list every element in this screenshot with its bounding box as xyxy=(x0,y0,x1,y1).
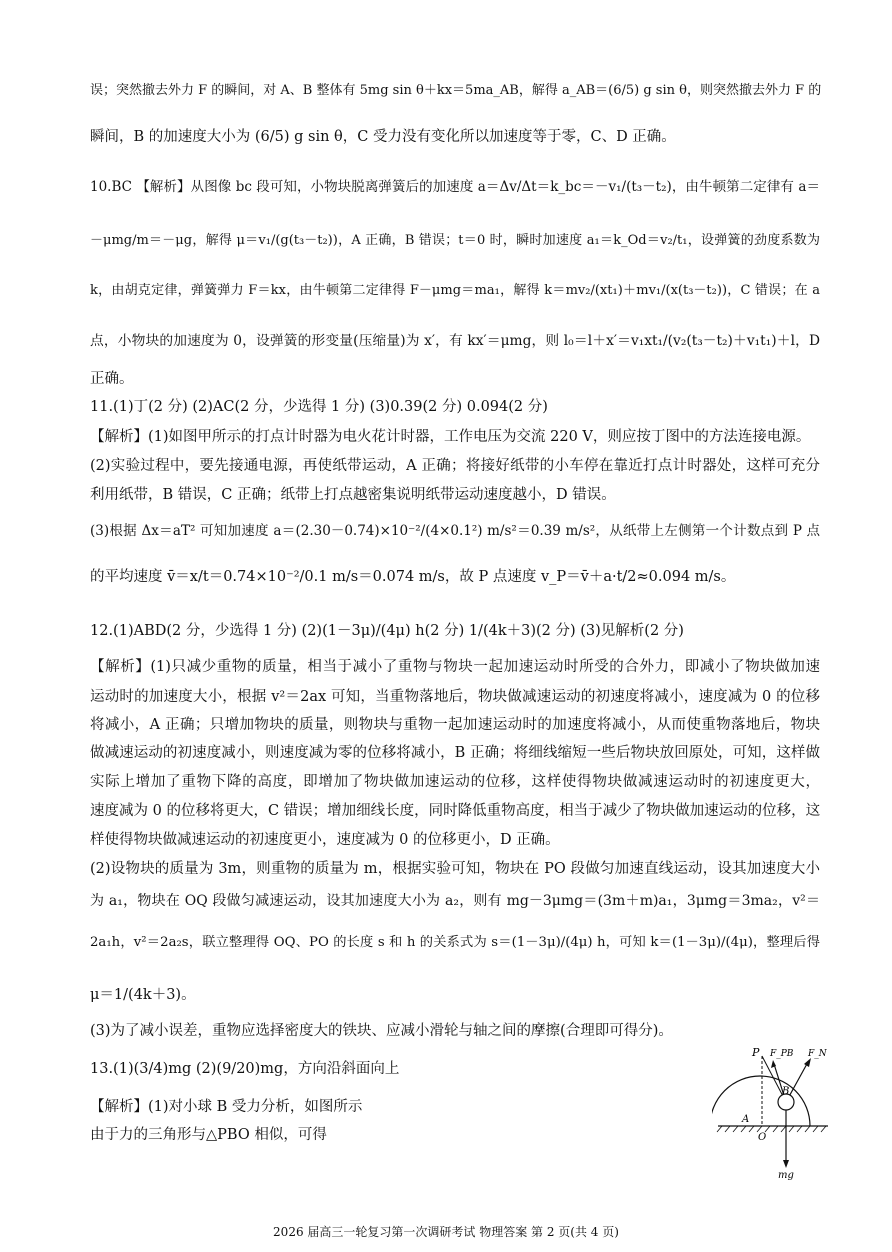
label-o: O xyxy=(758,1132,767,1143)
text-line: (2)设物块的质量为 3m，则重物的质量为 m，根据实验可知，物块在 PO 段做匀加速直线运动，设其加速度大小 xyxy=(90,861,820,877)
text-line: －μmg/m＝－μg，解得 μ＝v₁/(g(t₃－t₂))，A 正确，B 错误；t＝0 时，瞬时加速度 a₁＝k_Od＝v₂/t₁，设弹簧的劲度系数为 xyxy=(90,233,820,248)
label-fn: F_N xyxy=(808,1049,827,1059)
text-line: 的平均速度 v̄＝x/t＝0.74×10⁻²/0.1 m/s＝0.074 m/s，故 P 点速度 v_P＝v̄＋a·t/2≈0.094 m/s。 xyxy=(90,569,736,585)
text-line: 为 a₁，物块在 OQ 段做匀减速运动，设其加速度大小为 a₂，则有 mg－3μmg＝(3m＋m)a₁，3μmg＝3ma₂，v²＝ xyxy=(90,893,820,909)
text-line: 【解析】(1)如图甲所示的打点计时器为电火花计时器，工作电压为交流 220 V，则应按丁图中的方法连接电源。 xyxy=(90,429,811,445)
text-line: 2a₁h，v²＝2a₂s，联立整理得 OQ、PO 的长度 s 和 h 的关系式为 s＝(1－3μ)/(4μ) h，可知 k＝(1－3μ)/(4μ)，整理后得 xyxy=(90,935,820,950)
text-line: 做减速运动的初速度减小，则速度减为零的位移将减小，B 正确；将细线缩短一些后物块放回原处，可知，这样做 xyxy=(90,745,820,761)
label-mg: mg xyxy=(778,1170,794,1180)
text-line: (2)实验过程中，要先接通电源，再使纸带运动，A 正确；将接好纸带的小车停在靠近打点计时器处，这样可充分 xyxy=(90,458,820,474)
text-line: 【解析】(1)对小球 B 受力分析，如图所示 xyxy=(90,1099,363,1115)
text-line: 由于力的三角形与△PBO 相似，可得 xyxy=(90,1127,327,1143)
text-line: k，由胡克定律，弹簧弹力 F＝kx，由牛顿第二定律得 F－μmg＝ma₁，解得 k＝mv₂/(xt₁)＋mv₁/(x(t₃－t₂))，C 错误；在 a xyxy=(90,283,820,298)
text-line: 速度减为 0 的位移将更大，C 错误；增加细线长度，同时降低重物高度，相当于减少了物块做加速运动的位移，这 xyxy=(90,803,821,819)
label-b: B xyxy=(782,1086,790,1097)
label-fpb: F_PB xyxy=(770,1049,794,1059)
text-line: 瞬间，B 的加速度大小为 (6/5) g sin θ，C 受力没有变化所以加速度等于零，C、D 正确。 xyxy=(90,129,676,145)
text-line: 13.(1)(3/4)mg (2)(9/20)mg，方向沿斜面向上 xyxy=(90,1061,400,1077)
text-line: 误；突然撤去外力 F 的瞬间，对 A、B 整体有 5mg sin θ＋kx＝5ma_AB，解得 a_AB＝(6/5) g sin θ，则突然撤去外力 F 的 xyxy=(90,83,822,98)
text-line: 正确。 xyxy=(90,371,134,387)
text-line: 10.BC 【解析】从图像 bc 段可知，小物块脱离弹簧后的加速度 a＝Δv/Δt＝k_bc＝－v₁/(t₃－t₂)，由牛顿第二定律有 a＝ xyxy=(90,179,820,195)
label-p: P xyxy=(752,1046,760,1059)
text-line: 11.(1)丁(2 分) (2)AC(2 分，少选得 1 分) (3)0.39(2 分) 0.094(2 分) xyxy=(90,399,548,415)
text-line: μ＝1/(4k＋3)。 xyxy=(90,987,196,1003)
label-a: A xyxy=(742,1114,750,1125)
text-line: 实际上增加了重物下降的高度，即增加了物块做加速运动的位移，这样使得物块做减速运动时的初速度更大， xyxy=(90,774,820,790)
text-line: 样使得物块做减速运动的初速度更小，速度减为 0 的位移更小，D 正确。 xyxy=(90,832,560,848)
text-line: 利用纸带，B 错误，C 正确；纸带上打点越密集说明纸带运动速度越小，D 错误。 xyxy=(90,487,616,503)
text-line: 【解析】(1)只减少重物的质量，相当于减小了重物与物块一起加速运动时所受的合外力，即减小了物块做加速 xyxy=(90,659,820,675)
text-line: 运动时的加速度大小，根据 v²＝2ax 可知，当重物落地后，物块做减速运动的初速度将减小，速度减为 0 的位移 xyxy=(90,689,820,705)
text-line: 12.(1)ABD(2 分，少选得 1 分) (2)(1－3μ)/(4μ) h(2 分) 1/(4k＋3)(2 分) (3)见解析(2 分) xyxy=(90,623,684,639)
text-line: 将减小，A 正确；只增加物块的质量，则物块与重物一起加速运动时的加速度将减小，从而使重物落地后，物块 xyxy=(90,717,820,733)
force-diagram xyxy=(712,1040,832,1180)
text-line: 点，小物块的加速度为 0，设弹簧的形变量(压缩量)为 x′，有 kx′＝μmg，则 l₀＝l＋x′＝v₁xt₁/(v₂(t₃－t₂)＋v₁t₁)＋l，D xyxy=(90,333,820,349)
text-line: (3)为了减小误差，重物应选择密度大的铁块、应减小滑轮与轴之间的摩擦(合理即可得分)。 xyxy=(90,1023,673,1039)
text-line: (3)根据 Δx＝aT² 可知加速度 a＝(2.30－0.74)×10⁻²/(4×0.1²) m/s²＝0.39 m/s²，从纸带上左侧第一个计数点到 P 点 xyxy=(90,523,820,539)
page-footer: 2026 届高三一轮复习第一次调研考试 物理答案 第 2 页(共 4 页) xyxy=(273,1225,619,1239)
